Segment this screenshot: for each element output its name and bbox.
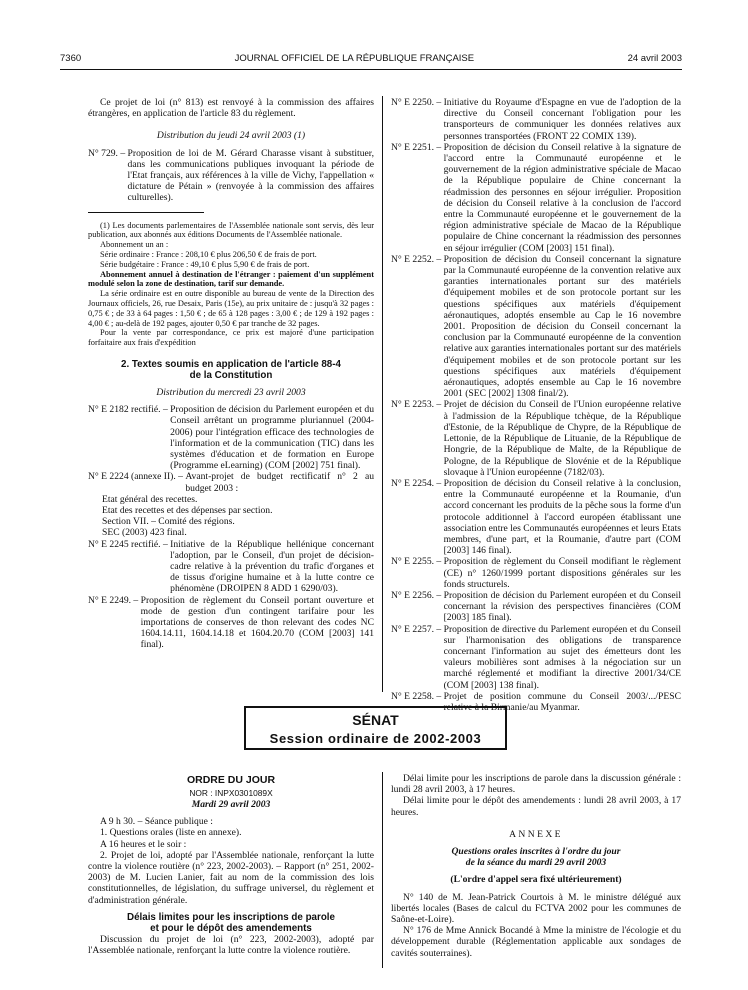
entry-number: N° E 2182 rectifié. –: [88, 404, 171, 416]
page-header: [60, 53, 682, 67]
distribution-mercredi: Distribution du mercredi 23 avril 2003: [156, 386, 306, 398]
header-date: 24 avril 2003: [627, 53, 682, 64]
agenda-line: A 16 heures et le soir :: [100, 838, 187, 850]
entry-e2182: [88, 404, 374, 471]
entry-e2224-line: Etat des recettes et des dépenses par section.: [102, 505, 273, 517]
entry-number: N° E 2245 rectifié. –: [88, 538, 171, 550]
distribution-jeudi: Distribution du jeudi 24 avril 2003 (1): [156, 130, 306, 142]
entry-number: N° E 2254. –: [391, 477, 444, 489]
question-176: N° 176 de Mme Annick Bocandé à Mme la ministre de l'écologie et du développement durable (Réglementation applicable aux sondages de cavités souterraines).: [391, 925, 681, 959]
entry-number: N° E 2255. –: [391, 556, 444, 568]
entry-text: Initiative de la République hellénique concernant l'adoption, par le Conseil, d'un projet de décision-cadre relative à la prévention du trafic d'organes et de tissus d'origine humaine et à la lutte contre ce phénomène (DROIPEN 8 ADD 1 6290/03).: [170, 538, 374, 595]
entry-number: N° E 2252. –: [391, 253, 444, 265]
entry-text: Proposition de décision du Parlement européen et du Conseil concernant la révision des perspectives financières (COM [2003] 185 final).: [443, 589, 681, 624]
entry-number: N° E 2250. –: [391, 97, 444, 108]
entry-text: Projet de décision du Conseil de l'Union européenne relative à l'admission de la République tchèque, de la République d'Estonie, de la République de Chypre, de la République de Lettonie, de la République de Lituanie, de la République de Hongrie, de la République de Malte, de la République de Pologne, de la République de Slovénie et de la République slovaque à l'Union européenne (7182/03).: [443, 399, 681, 478]
senat-banner: [244, 706, 507, 750]
footnote-line: Abonnement annuel à destination de l'étranger : paiement d'un supplément modulé selon la zone de destination, tarif sur demande.: [88, 269, 374, 289]
entry-number: N° E 2224 (annexe II). –: [88, 471, 186, 483]
entry-number: N° E 2251. –: [391, 141, 444, 153]
nor-reference: NOR : INPX0301089X: [189, 788, 273, 798]
deadline-line: Délai limite pour les inscriptions de parole dans la discussion générale : lundi 28 avril 2003, à 17 heures.: [391, 773, 681, 796]
page-number: 7360: [60, 53, 82, 64]
entry-e2224-line: SEC (2003) 423 final.: [102, 527, 187, 539]
header-rule: [60, 69, 682, 70]
session-date: Mardi 29 avril 2003: [191, 799, 271, 810]
entry-e2245: [88, 539, 374, 595]
appel-note: (L'ordre d'appel sera fixé ultérieurement): [450, 874, 622, 886]
entry-number: N° E 2257. –: [391, 623, 444, 635]
entry-number: N° 729. –: [88, 147, 128, 159]
footnote: [88, 221, 374, 348]
journal-title: JOURNAL OFFICIEL DE LA RÉPUBLIQUE FRANÇAISE: [234, 53, 475, 64]
footnote-line: Abonnement un an :: [100, 240, 169, 250]
intro-paragraph: Ce projet de loi (n° 813) est renvoyé à la commission des affaires étrangères, en application de l'article 83 du règlement.: [88, 97, 374, 120]
entry-e2224-line: Section VII. – Comité des régions.: [102, 516, 235, 528]
entry-729: [88, 148, 374, 204]
questions-title: Questions orales inscrites à l'ordre du jour: [451, 846, 621, 858]
entry-e2252: [391, 254, 681, 400]
entry-e2250: [391, 97, 681, 142]
entry-e2255: [391, 556, 681, 590]
footnote-line: (1) Les documents parlementaires de l'Assemblée nationale sont servis, dès leur publication, aux abonnés aux éditions Documents de l'Assemblée nationale.: [88, 220, 374, 240]
senat-title: SÉNAT: [352, 712, 399, 728]
footnote-line: Série budgétaire : France : 49,10 € plus 5,90 € de frais de port.: [100, 259, 310, 269]
agenda-line: Discussion du projet de loi (n° 223, 2002-2003), adopté par l'Assemblée nationale, renforçant la lutte contre la violence routière.: [88, 933, 374, 957]
entry-e2257: [391, 624, 681, 691]
footnote-line: Série ordinaire : France : 208,10 € plus 206,50 € de frais de port.: [100, 250, 317, 260]
entry-e2249: [88, 595, 374, 651]
entry-number: N° E 2256. –: [391, 589, 444, 601]
entry-number: N° E 2258. –: [391, 690, 444, 702]
entry-e2251: [391, 142, 681, 254]
entry-number: N° E 2249. –: [88, 594, 141, 606]
footnote-line: Pour la vente par correspondance, ce prix est majoré d'une participation forfaitaire aux frais d'expédition: [88, 328, 374, 348]
entry-text: Proposition de décision du Conseil relative à la conclusion, entre la Communauté européenne et la Roumanie, d'un accord concernant les produits de la pêche sous la forme d'un protocole additionnel à l'accord européen établissant une association entre les Communautés européennes et leurs Etats membres, d'une part, et la Roumanie, d'autre part (COM [2003] 146 final).: [443, 477, 681, 557]
section-2-title: 2. Textes soumis en application de l'article 88-4 de la Constitution: [121, 358, 341, 381]
entry-text: Proposition de décision du Parlement européen et du Conseil arrêtant un programme pluriannuel (2004-2006) pour l'intégration efficace des technologies de l'information et de la communication (TIC) dans les systèmes d'éducation et de formation en Europe (Programme eLearning) (COM [2002] 751 final).: [170, 404, 374, 472]
left-column-bottom: [88, 773, 374, 956]
agenda-line: A 9 h 30. – Séance publique :: [100, 816, 213, 828]
entry-text: Proposition de loi de M. Gérard Charasse visant à substituer, dans les communications publiques invoquant la période de l'Etat français, aux références à la ville de Vichy, l'appellation « dictature de Pétain » (renvoyée à la commission des affaires culturelles).: [127, 147, 374, 204]
delais-title: Délais limites pour les inscriptions de parole et pour le dépôt des amendements: [127, 911, 335, 934]
entry-e2256: [391, 590, 681, 624]
annexe-heading: ANNEXE: [509, 828, 563, 840]
right-column-top: [391, 97, 681, 713]
entry-text: Projet de position commune du Conseil 2003/.../PESC relative à la Birmanie/au Myanmar.: [443, 690, 681, 713]
footnote-line: La série ordinaire est en outre disponible au bureau de vente de la Direction des Journaux officiels, 26, rue Desaix, Paris (15e), au prix unitaire de : jusqu'à 32 pages : 0,75 € ; de 33 à 64 pages : 1,50 € ; de 65 à 128 pages : 3,00 € ; de 129 à 192 pages : 4,00 € ; au-delà de 192 pages, ajouter 0,50 € par tranche de 32 pages.: [88, 289, 374, 328]
entry-text: Proposition de règlement du Conseil portant ouverture et mode de gestion d'un contingent tarifaire pour les importations de conserves de thon relevant des codes NC 1604.14.11, 1604.14.18 et 1604.20.70 (COM [2003] 141 final).: [140, 594, 374, 651]
entry-text: Proposition de directive du Parlement européen et du Conseil sur l'harmonisation des obligations de transparence concernant l'information au sujet des émetteurs dont les valeurs mobilières sont admises à la négociation sur un marché réglementé et modifiant la directive 2001/34/CE (COM [2003] 138 final).: [443, 623, 681, 691]
right-column-bottom: [391, 773, 681, 959]
column-separator-bottom: [382, 772, 383, 968]
deadline-line: Délai limite pour le dépôt des amendements : lundi 28 avril 2003, à 17 heures.: [391, 795, 681, 818]
entry-text: Proposition de décision du Conseil concernant la signature par la Communauté européenne de la convention relative aux garanties internationales portant sur des matériels d'équipement mobiles et de son protocole portant sur les questions spécifiques aux matériels d'équipement aéronautiques, adoptés ensemble au Cap le 16 novembre 2001. Proposition de décision du Conseil concernant la conclusion par la Communauté européenne de la convention relative aux garanties internationales portant sur des matériels d'équipement mobiles et de son protocole portant sur les questions spécifiques aux matériels d'équipement aéronautiques, adoptés ensemble au Cap le 16 novembre 2001 (SEC [2002] 1308 final/2).: [443, 253, 681, 400]
column-separator: [382, 96, 383, 692]
entry-text: Proposition de décision du Conseil relative à la signature de l'accord entre la Communauté européenne et le gouvernement de la région administrative spéciale de Macao de la République populaire de Chine concernant la réadmission des personnes en séjour irrégulier. Proposition de décision du Conseil relative à la conclusion de l'accord entre la Communauté européenne et le gouvernement de la région administrative spéciale de Macao de la République populaire de Chine concernant la réadmission des personnes en séjour irrégulier (COM [2003] 151 final).: [443, 141, 681, 254]
entry-text: Avant-projet de budget rectificatif n° 2 au budget 2003 :: [185, 471, 374, 494]
entry-e2254: [391, 478, 681, 556]
senat-subtitle: Session ordinaire de 2002-2003: [269, 731, 482, 746]
entry-e2253: [391, 399, 681, 477]
left-column-top: [88, 97, 374, 651]
footnote-rule: [88, 212, 204, 213]
agenda-line: 2. Projet de loi, adopté par l'Assemblée nationale, renforçant la lutte contre la violence routière (n° 223, 2002-2003). – Rapport (n° 251, 2002-2003) de M. Lucien Lanier, fait au nom de la commission des lois constitutionnelles, de législation, du suffrage universel, du règlement et d'administration générale.: [88, 849, 374, 906]
questions-title: de la séance du mardi 29 avril 2003: [465, 857, 607, 869]
ordre-du-jour-title: ORDRE DU JOUR: [186, 774, 276, 786]
entry-e2224-line: Etat général des recettes.: [102, 493, 198, 505]
entry-number: N° E 2253. –: [391, 399, 444, 411]
agenda-line: 1. Questions orales (liste en annexe).: [100, 827, 242, 839]
entry-text: Initiative du Royaume d'Espagne en vue de l'adoption de la directive du Conseil concernant l'obligation pour les transporteurs de communiquer les données relatives aux personnes transportées (FRONT 22 COMIX 139).: [443, 97, 681, 142]
entry-text: Proposition de règlement du Conseil modifiant le règlement (CE) n° 1260/1999 portant dispositions générales sur les fonds structurels.: [443, 556, 681, 590]
question-140: N° 140 de M. Jean-Patrick Courtois à M. le ministre délégué aux libertés locales (Bases de calcul du FCTVA 2002 pour les communes de Saône-et-Loire).: [391, 891, 681, 926]
entry-e2224: [88, 471, 374, 493]
